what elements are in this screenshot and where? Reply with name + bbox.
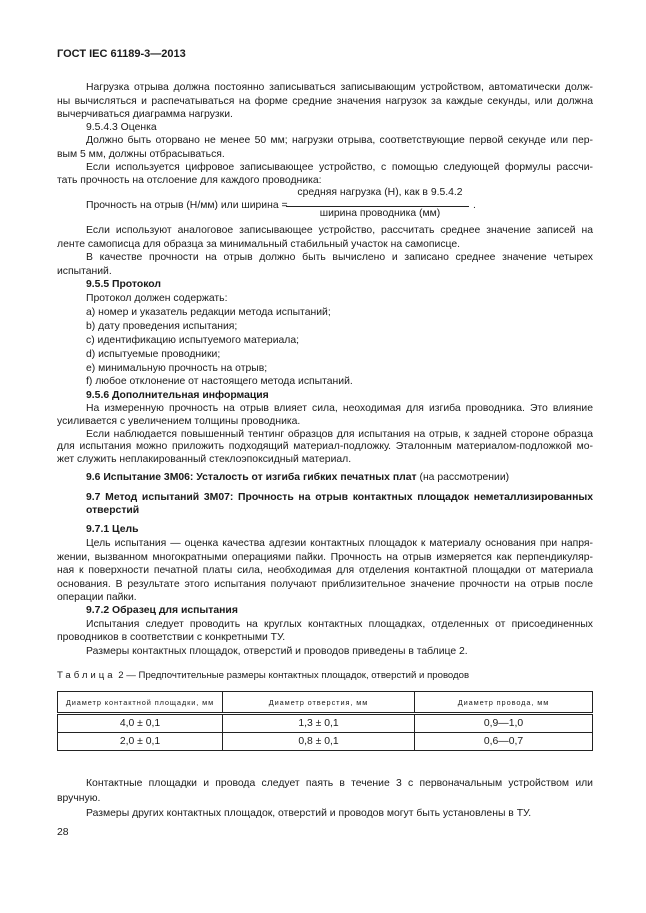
text-line: Если наблюдается повышенный тентинг образцов для испытания на отрыв, к задней стороне образца [86, 428, 593, 440]
section-heading: 9.7.2 Образец для испытания [86, 605, 238, 616]
text-line: Если используется цифровое записывающее устройство, с помощью следующей формулы рассчи- [86, 162, 593, 173]
section-heading: 9.5.5 Протокол [86, 279, 161, 290]
text-line: усиливается с увеличением толщины проводника. [57, 415, 301, 427]
formula-numerator: средняя нагрузка (Н), как в 9.5.4.2 [297, 187, 463, 198]
text-line: жет служить неплакированный стеклоэпоксидный материал. [57, 454, 352, 465]
text-line: ная к поверхности печатной платы сила, необходимая для отделения контактной площадки от материала [57, 565, 593, 576]
section-heading: 9.7 Метод испытаний 3М07: Прочность на отрыв контактных площадок неметаллизированных [86, 492, 593, 503]
table-header-row [58, 692, 593, 714]
text-line: проводников в соответствии с конкретными ТУ. [57, 632, 286, 643]
list-item: e) минимальную прочность на отрыв; [86, 363, 268, 374]
text-line: Размеры других контактных площадок, отверстий и проводов могут быть установлены в ТУ. [86, 808, 532, 819]
heading-text: 9.6 Испытание 3М06: Усталость от изгиба гибких печатных плат [86, 472, 417, 483]
document-header: ГОСТ IEC 61189-3—2013 [57, 48, 186, 60]
table-cell: 4,0 ± 0,1 [58, 714, 223, 733]
table-caption [57, 669, 593, 682]
table-cell: 0,8 ± 0,1 [223, 733, 415, 751]
section-heading: 9.5.6 Дополнительная информация [86, 389, 269, 401]
text-line: основания. В результате этого испытания получают приблизительное значение прочности на отрыв после [57, 578, 593, 590]
list-item: a) номер и указатель редакции метода испытаний; [86, 307, 331, 318]
section-heading: 9.7.1 Цель [86, 524, 139, 535]
text-line: операции пайки. [57, 592, 137, 603]
text-line: Если используют аналоговое записывающее устройство, рассчитать среднее значение записей на [86, 225, 593, 236]
table-row [58, 733, 593, 751]
text-line: В качестве прочности на отрыв должно быть вычислено и записано среднее значение четырех [86, 252, 593, 263]
section-heading: 9.5.4.3 Оценка [86, 122, 157, 133]
column-header: Диаметр провода, мм [415, 692, 593, 714]
text-line: тать прочность на отслоение для каждого проводника: [57, 175, 322, 186]
table-row [58, 714, 593, 733]
section-heading: отверстий [86, 505, 140, 516]
list-item: f) любое отклонение от настоящего метода испытаний. [86, 376, 353, 387]
text-line: Контактные площадки и провода следует паять в течение 3 с первоначальным устройством или [86, 778, 593, 789]
text-line: жении, вызванном многократными операциями пайки. Прочность на отрыв измеряется как перпендикуляр- [57, 551, 593, 563]
text-line: Протокол должен содержать: [86, 293, 228, 304]
text-line: Нагрузка отрыва должна постоянно записываться записывающим устройством, автоматически долж- [86, 82, 593, 93]
heading-note: (на рассмотрении) [416, 472, 510, 483]
text-line: испытаний. [57, 265, 112, 277]
list-item: b) дату проведения испытания; [86, 321, 238, 332]
table-cell: 1,3 ± 0,1 [223, 714, 415, 733]
table-cell: 0,6—0,7 [415, 733, 593, 751]
fraction-bar [286, 206, 469, 207]
text-line: Размеры контактных площадок, отверстий и проводов приведены в таблице 2. [86, 645, 468, 657]
column-header: Диаметр контактной площадки, мм [58, 692, 223, 714]
text-line: Должно быть оторвано не менее 50 мм; нагрузки отрыва, соответствующие первой секунде или пер- [86, 135, 593, 146]
list-item: d) испытуемые проводники; [86, 349, 221, 360]
formula-denominator: ширина проводника (мм) [319, 208, 441, 219]
sizes-table [57, 691, 593, 751]
formula-lhs: Прочность на отрыв (Н/мм) или ширина = [86, 200, 288, 211]
caption-label: Таблица [57, 670, 116, 681]
text-line: вычерчиваться диаграмма нагрузки. [57, 109, 233, 120]
table-cell: 2,0 ± 0,1 [58, 733, 223, 751]
formula-end: . [473, 200, 476, 211]
text-line: ленте самописца для образца за минимальный стабильный участок на самописце. [57, 238, 461, 250]
text-line: вручную. [57, 793, 101, 804]
text-line: На измеренную прочность на отрыв влияет сила, неоходимая для изгиба проводника. Это влияние [86, 402, 593, 414]
text-line: вым 5 мм, должны отбрасываться. [57, 148, 225, 160]
text-line: Испытания следует проводить на круглых контактных площадках, отделенных от присоединенных [86, 619, 593, 630]
text-line: ны вычисляться и распечатываться на форме средние значения нагрузок за каждые секунды, или должна [57, 95, 593, 107]
page-number: 28 [57, 827, 69, 838]
text-line: для испытания можно приложить подходящий материал-подложку. Эталонным материалом-подложкой мо- [57, 441, 593, 452]
table-cell: 0,9—1,0 [415, 714, 593, 733]
section-heading-9-6 [86, 471, 593, 484]
list-item: c) идентификацию испытуемого материала; [86, 335, 300, 346]
text-line: Цель испытания — оценка качества адгезии контактных площадок к материалу основания при напря- [86, 538, 593, 549]
column-header: Диаметр отверстия, мм [223, 692, 415, 714]
caption-text: 2 — Предпочтительные размеры контактных площадок, отверстий и проводов [115, 670, 470, 681]
